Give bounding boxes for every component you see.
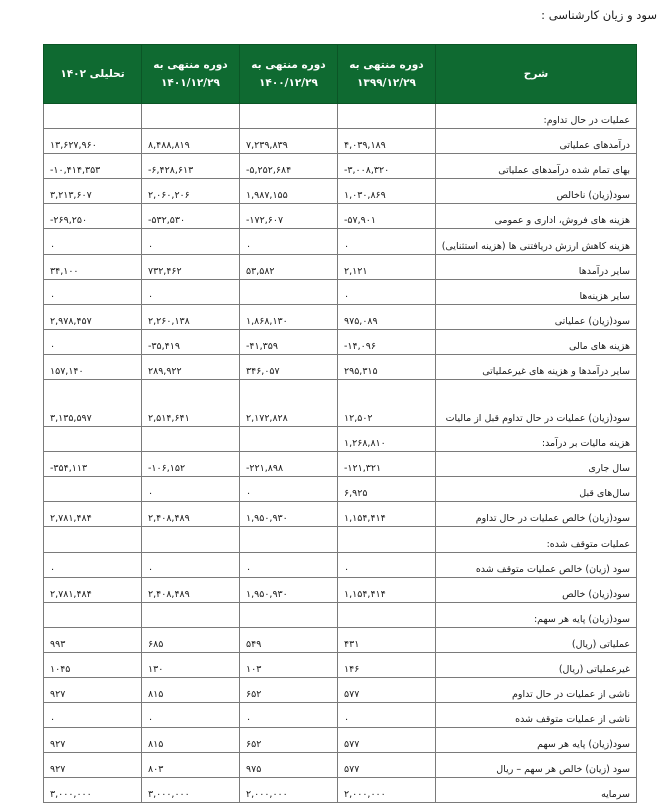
row-value: ۱,۱۵۴,۴۱۴ — [338, 577, 436, 602]
row-value: ۰ — [240, 703, 338, 728]
row-value — [338, 602, 436, 627]
row-description: عملیاتی (ریال) — [436, 627, 637, 652]
table-row — [44, 427, 637, 452]
page-title: سود و زیان کارشناسی : — [541, 8, 657, 22]
row-value: ۱۳,۶۲۷,۹۶۰ — [44, 129, 142, 154]
row-value: ۲,۱۷۲,۸۲۸ — [240, 380, 338, 427]
row-description: سرمایه — [436, 778, 637, 803]
row-value — [44, 104, 142, 129]
row-value: -۱۴,۰۹۶ — [338, 329, 436, 354]
table-row — [44, 229, 637, 254]
row-value: ۱۲,۵۰۲ — [338, 380, 436, 427]
row-value: -۱۰۶,۱۵۲ — [142, 452, 240, 477]
row-value: ۰ — [338, 229, 436, 254]
row-description: سود(زیان) خالص عملیات در حال تداوم — [436, 502, 637, 527]
table-row — [44, 452, 637, 477]
row-description: سایر هزینه‌ها — [436, 279, 637, 304]
row-value: ۳۴۶,۰۵۷ — [240, 354, 338, 379]
row-value — [338, 527, 436, 552]
row-value — [44, 477, 142, 502]
row-value: ۲,۷۸۱,۴۸۴ — [44, 502, 142, 527]
row-value — [338, 104, 436, 129]
row-value: ۲,۹۷۸,۴۵۷ — [44, 304, 142, 329]
row-value: ۲۹۵,۳۱۵ — [338, 354, 436, 379]
row-value: ۱,۸۶۸,۱۳۰ — [240, 304, 338, 329]
row-value: ۲,۴۰۸,۴۸۹ — [142, 502, 240, 527]
row-value: ۰ — [142, 229, 240, 254]
row-value: ۱,۹۵۰,۹۳۰ — [240, 577, 338, 602]
row-value: ۰ — [338, 703, 436, 728]
row-description: سود(زیان) خالص — [436, 577, 637, 602]
row-value: ۲۸۹,۹۲۲ — [142, 354, 240, 379]
row-value: ۰ — [142, 477, 240, 502]
row-value: ۹۷۵,۰۸۹ — [338, 304, 436, 329]
row-value — [240, 279, 338, 304]
row-description: سایر درآمدها — [436, 254, 637, 279]
row-value: ۰ — [44, 279, 142, 304]
row-value: -۲۲۱,۸۹۸ — [240, 452, 338, 477]
row-value — [44, 602, 142, 627]
row-value: ۵۴۹ — [240, 627, 338, 652]
row-description: ناشی از عملیات در حال تداوم — [436, 677, 637, 702]
table-row — [44, 254, 637, 279]
row-description: سود(زیان) پایه هر سهم — [436, 728, 637, 753]
table-row — [44, 577, 637, 602]
row-value: ۰ — [44, 329, 142, 354]
row-description: سود (زیان) خالص عملیات متوقف شده — [436, 552, 637, 577]
row-value: -۶,۴۲۸,۶۱۳ — [142, 154, 240, 179]
row-description: عملیات متوقف شده: — [436, 527, 637, 552]
table-row — [44, 477, 637, 502]
row-value: ۱,۱۵۴,۴۱۴ — [338, 502, 436, 527]
row-value: ۱,۲۶۸,۸۱۰ — [338, 427, 436, 452]
header-analysis-1402: تحلیلی ۱۴۰۲ — [44, 45, 142, 104]
row-description: ناشی از عملیات متوقف شده — [436, 703, 637, 728]
table-row — [44, 753, 637, 778]
row-value: ۹۲۷ — [44, 677, 142, 702]
row-value: ۳,۰۰۰,۰۰۰ — [142, 778, 240, 803]
table-row — [44, 179, 637, 204]
row-description: سود(زیان) عملیات در حال تداوم قبل از مالیات — [436, 380, 637, 427]
row-value: ۰ — [142, 279, 240, 304]
row-value: -۳۵۴,۱۱۳ — [44, 452, 142, 477]
row-value: ۷,۲۳۹,۸۳۹ — [240, 129, 338, 154]
row-value: ۸۰۳ — [142, 753, 240, 778]
row-value: ۰ — [142, 703, 240, 728]
row-value — [240, 427, 338, 452]
row-value: ۴,۰۳۹,۱۸۹ — [338, 129, 436, 154]
row-value: ۰ — [240, 552, 338, 577]
row-value: ۸۱۵ — [142, 677, 240, 702]
table-row — [44, 279, 637, 304]
table-row — [44, 502, 637, 527]
row-value: ۴۳۱ — [338, 627, 436, 652]
table-row — [44, 380, 637, 427]
row-value: -۴۱,۳۵۹ — [240, 329, 338, 354]
table-row — [44, 677, 637, 702]
row-description: سال جاری — [436, 452, 637, 477]
row-description: سود (زیان) خالص هر سهم – ریال — [436, 753, 637, 778]
row-description: سود(زیان) عملیاتی — [436, 304, 637, 329]
table-row — [44, 204, 637, 229]
row-value: ۲,۲۶۰,۱۳۸ — [142, 304, 240, 329]
row-value: ۵۷۷ — [338, 677, 436, 702]
row-description: هزینه های فروش، اداری و عمومی — [436, 204, 637, 229]
row-value — [44, 527, 142, 552]
row-value: ۶۵۲ — [240, 728, 338, 753]
header-period-1401: دوره منتهی به ۱۴۰۱/۱۲/۲۹ — [142, 45, 240, 104]
table-row — [44, 354, 637, 379]
row-value: ۸۱۵ — [142, 728, 240, 753]
row-description: هزینه مالیات بر درآمد: — [436, 427, 637, 452]
row-description: سود(زیان) پایه هر سهم: — [436, 602, 637, 627]
row-value: ۰ — [44, 229, 142, 254]
row-value: ۰ — [338, 279, 436, 304]
row-value: -۱۲۱,۳۲۱ — [338, 452, 436, 477]
row-value: ۱۴۶ — [338, 652, 436, 677]
row-value — [142, 427, 240, 452]
row-description: سایر درآمدها و هزینه های غیرعملیاتی — [436, 354, 637, 379]
row-value: ۱۰۴۵ — [44, 652, 142, 677]
row-value — [44, 427, 142, 452]
row-description: درآمدهای عملیاتی — [436, 129, 637, 154]
row-value: ۶,۹۲۵ — [338, 477, 436, 502]
row-value: ۱,۰۳۰,۸۶۹ — [338, 179, 436, 204]
row-description: هزینه های مالی — [436, 329, 637, 354]
row-value: ۲,۰۰۰,۰۰۰ — [240, 778, 338, 803]
header-period-1400: دوره منتهی به ۱۴۰۰/۱۲/۲۹ — [240, 45, 338, 104]
row-value — [142, 602, 240, 627]
header-description: شرح — [436, 45, 637, 104]
row-value: ۰ — [240, 229, 338, 254]
row-value: -۳۵,۴۱۹ — [142, 329, 240, 354]
row-value: ۲,۵۱۴,۶۴۱ — [142, 380, 240, 427]
row-description: بهای تمام شده درآمدهای عملیاتی — [436, 154, 637, 179]
row-value: ۶۸۵ — [142, 627, 240, 652]
row-description: سود(زیان) ناخالص — [436, 179, 637, 204]
row-value: ۹۲۷ — [44, 753, 142, 778]
table-row — [44, 329, 637, 354]
row-value: ۳,۲۱۳,۶۰۷ — [44, 179, 142, 204]
row-value: ۵۳,۵۸۲ — [240, 254, 338, 279]
row-value: ۱۵۷,۱۴۰ — [44, 354, 142, 379]
row-value: ۵۷۷ — [338, 728, 436, 753]
row-value: ۹۷۵ — [240, 753, 338, 778]
row-value — [142, 104, 240, 129]
row-value: ۹۹۳ — [44, 627, 142, 652]
table-row — [44, 652, 637, 677]
row-description: غیرعملیاتی (ریال) — [436, 652, 637, 677]
table-row — [44, 129, 637, 154]
row-value: -۱۷۲,۶۰۷ — [240, 204, 338, 229]
row-value: -۵۷,۹۰۱ — [338, 204, 436, 229]
table-row — [44, 104, 637, 129]
row-value: ۱۳۰ — [142, 652, 240, 677]
row-value: -۲۶۹,۲۵۰ — [44, 204, 142, 229]
table-row — [44, 154, 637, 179]
row-value: ۰ — [44, 552, 142, 577]
row-value: ۱,۹۸۷,۱۵۵ — [240, 179, 338, 204]
row-value: ۱,۹۵۰,۹۳۰ — [240, 502, 338, 527]
row-value: ۳,۰۰۰,۰۰۰ — [44, 778, 142, 803]
row-description: سال‌های قبل — [436, 477, 637, 502]
row-value: ۲,۱۲۱ — [338, 254, 436, 279]
table-row — [44, 627, 637, 652]
row-value: ۹۲۷ — [44, 728, 142, 753]
table-row — [44, 778, 637, 803]
row-value: -۵۳۲,۵۳۰ — [142, 204, 240, 229]
row-description: عملیات در حال تداوم: — [436, 104, 637, 129]
row-value: ۷۳۲,۴۶۲ — [142, 254, 240, 279]
row-value — [240, 104, 338, 129]
table-row — [44, 728, 637, 753]
row-description: هزینه کاهش ارزش دریافتنی ها (هزینه استثنایی) — [436, 229, 637, 254]
row-value: ۶۵۲ — [240, 677, 338, 702]
row-value: ۳۴,۱۰۰ — [44, 254, 142, 279]
row-value — [240, 527, 338, 552]
table-row — [44, 552, 637, 577]
row-value: ۸,۴۸۸,۸۱۹ — [142, 129, 240, 154]
row-value: -۳,۰۰۸,۳۲۰ — [338, 154, 436, 179]
row-value: -۵,۲۵۲,۶۸۴ — [240, 154, 338, 179]
row-value — [142, 527, 240, 552]
row-value: ۲,۰۶۰,۲۰۶ — [142, 179, 240, 204]
table-header-row — [44, 45, 637, 104]
row-value — [240, 602, 338, 627]
table-row — [44, 602, 637, 627]
row-value: ۰ — [44, 703, 142, 728]
row-value: ۱۰۳ — [240, 652, 338, 677]
table-row — [44, 527, 637, 552]
header-period-1399: دوره منتهی به ۱۳۹۹/۱۲/۲۹ — [338, 45, 436, 104]
row-value: ۰ — [240, 477, 338, 502]
row-value: ۰ — [142, 552, 240, 577]
table-row — [44, 703, 637, 728]
row-value: ۲,۴۰۸,۴۸۹ — [142, 577, 240, 602]
row-value: ۰ — [338, 552, 436, 577]
row-value: ۲,۷۸۱,۴۸۴ — [44, 577, 142, 602]
row-value: ۵۷۷ — [338, 753, 436, 778]
row-value: ۳,۱۳۵,۵۹۷ — [44, 380, 142, 427]
income-statement-table — [43, 44, 637, 803]
row-value: -۱۰,۴۱۴,۳۵۳ — [44, 154, 142, 179]
row-value: ۲,۰۰۰,۰۰۰ — [338, 778, 436, 803]
table-row — [44, 304, 637, 329]
